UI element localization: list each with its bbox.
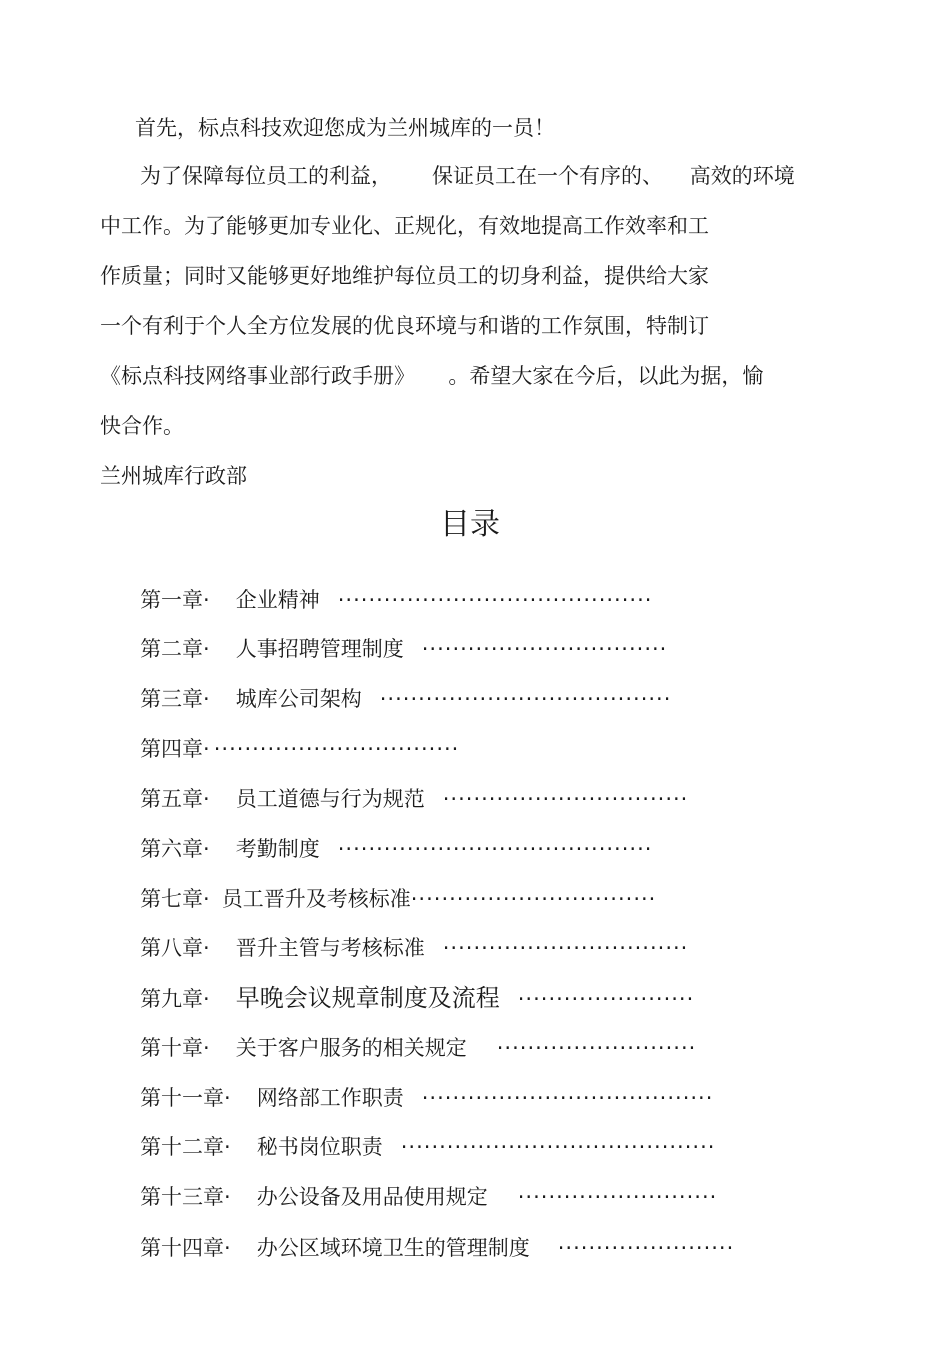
toc-chapter: 第十章·	[140, 1036, 210, 1060]
toc-title: 目录	[440, 507, 500, 542]
toc-item-title: 晋升主管与考核标准	[235, 936, 425, 960]
paragraph-line-4: 一个有利于个人全方位发展的优良环境与和谐的工作氛围，特制订	[100, 314, 709, 338]
toc-chapter: 第七章·	[140, 887, 210, 911]
toc-item-title: 秘书岗位职责	[256, 1135, 383, 1159]
toc-chapter: 第一章·	[140, 588, 210, 612]
signature: 兰州城库行政部	[100, 464, 247, 488]
toc-chapter: 第九章·	[140, 987, 210, 1011]
toc-chapter: 第二章·	[140, 637, 210, 661]
toc-chapter: 第十四章·	[140, 1236, 231, 1260]
toc-leader-dots: ······································	[379, 687, 672, 711]
toc-chapter: 第五章·	[140, 787, 210, 811]
toc-item-title: 考勤制度	[235, 837, 320, 861]
toc-leader-dots: ·········································	[400, 1135, 716, 1159]
toc-item[interactable]	[100, 1206, 734, 1290]
toc-leader-dots: ·······················	[517, 987, 695, 1011]
paragraph-line-2: 中工作。为了能够更加专业化、正规化，有效地提高工作效率和工	[100, 214, 709, 238]
toc-chapter: 第十二章·	[140, 1135, 231, 1159]
greeting-line: 首先，标点科技欢迎您成为兰州城库的一员！	[135, 116, 555, 140]
toc-item-title: 办公区域环境卫生的管理制度	[256, 1236, 530, 1260]
toc-leader-dots: ··························	[517, 1185, 718, 1209]
paragraph-line-5: 《标点科技网络事业部行政手册》 。希望大家在今后，以此为据，愉	[100, 364, 764, 388]
toc-item-title: 办公设备及用品使用规定	[256, 1185, 488, 1209]
toc-chapter: 第八章·	[140, 936, 210, 960]
toc-leader-dots: ·········································	[337, 837, 653, 861]
toc-leader-dots: ······································	[421, 1086, 714, 1110]
toc-leader-dots: ································	[421, 637, 668, 661]
toc-chapter: 第六章·	[140, 837, 210, 861]
toc-item-title: 员工晋升及考核标准	[221, 887, 411, 911]
toc-leader-dots: ··························	[496, 1036, 697, 1060]
paragraph-line-6: 快合作。	[100, 414, 184, 438]
toc-chapter: 第三章·	[140, 687, 210, 711]
toc-leader-dots: ································	[442, 787, 689, 811]
toc-item-title: 关于客户服务的相关规定	[235, 1036, 467, 1060]
toc-item-title: 企业精神	[235, 588, 320, 612]
paragraph-line-3: 作质量；同时又能够更好地维护每位员工的切身利益，提供给大家	[100, 264, 709, 288]
paragraph-line-1: 为了保障每位员工的利益， 保证员工在一个有序的、 高效的环境	[140, 164, 795, 188]
toc-leader-dots: ································	[213, 737, 460, 761]
toc-chapter: 第十一章·	[140, 1086, 231, 1110]
toc-item-title: 员工道德与行为规范	[235, 787, 425, 811]
toc-leader-dots: ································	[410, 887, 657, 911]
toc-item-title: 城库公司架构	[235, 687, 362, 711]
toc-item-title: 人事招聘管理制度	[235, 637, 404, 661]
toc-leader-dots: ································	[442, 936, 689, 960]
toc-chapter: 第四章·	[140, 737, 210, 761]
toc-chapter: 第十三章·	[140, 1185, 231, 1209]
toc-leader-dots: ·······················	[557, 1236, 735, 1260]
toc-item-title: 网络部工作职责	[256, 1086, 404, 1110]
toc-item-title: 早晚会议规章制度及流程	[235, 984, 500, 1012]
toc-leader-dots: ·········································	[337, 588, 653, 612]
